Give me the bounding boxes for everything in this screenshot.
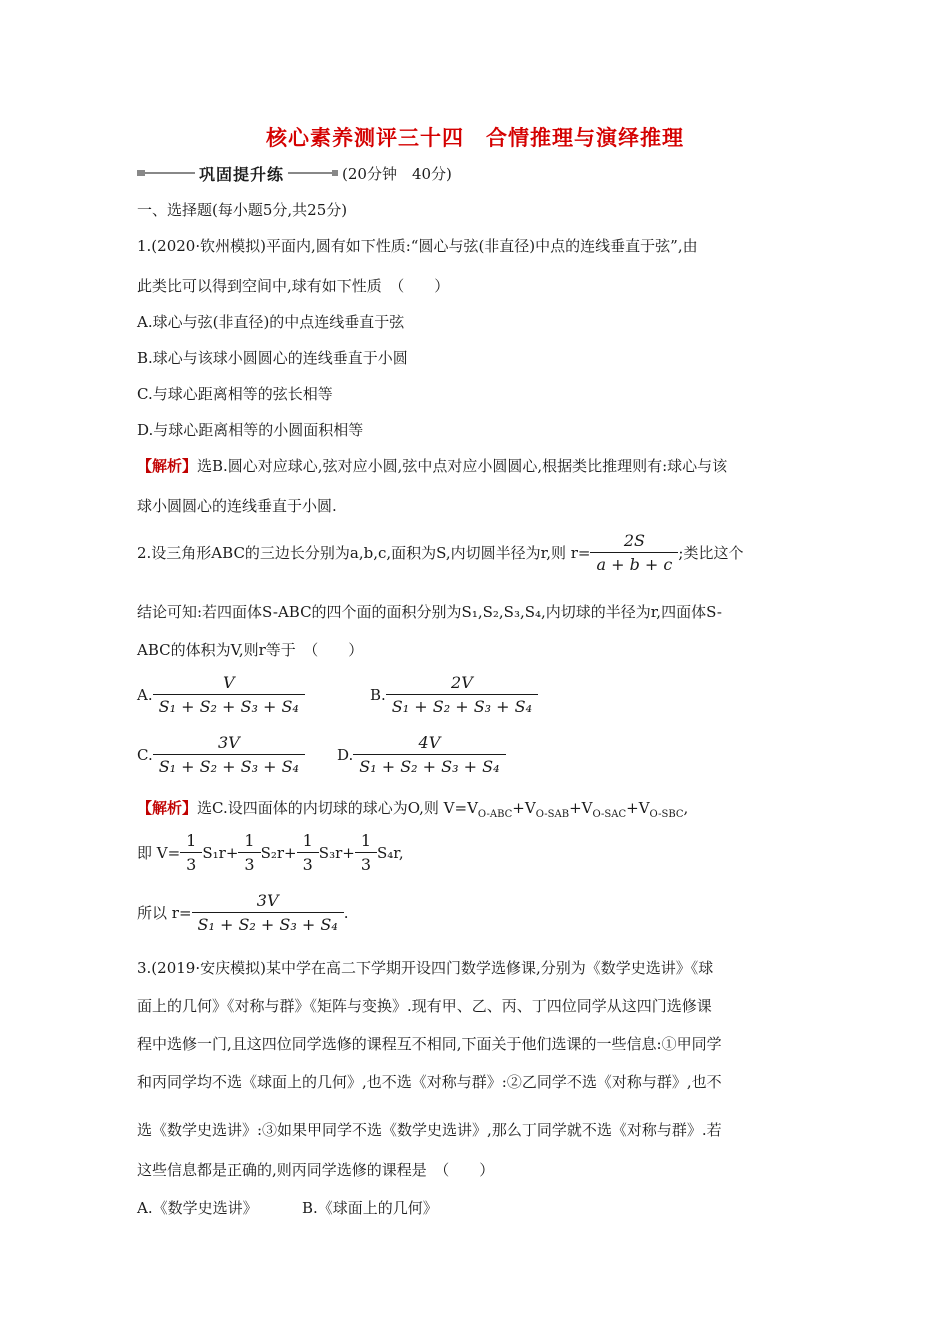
option-fraction (153, 732, 305, 778)
frac-denominator: S₁ + S₂ + S₃ + S₄ (153, 694, 305, 718)
volume-subscript: O-SBC (649, 809, 684, 820)
frac-numerator: 3V (217, 733, 240, 752)
q3-option-a: A.《数学史选讲》 (137, 1199, 258, 1217)
frac-denominator: S₁ + S₂ + S₃ + S₄ (386, 694, 538, 718)
option-fraction (153, 672, 305, 718)
formula-r-fraction (590, 530, 678, 576)
explanation-text: 即 V= (137, 844, 181, 862)
frac-denominator: 3 (238, 852, 260, 876)
q2-line-1 (137, 530, 743, 576)
q2-line-2: 结论可知:若四面体S-ABC的四个面的面积分别为S₁,S₂,S₃,S₄,内切球的半径为r,四面体S- (137, 603, 722, 621)
answer-fraction (192, 890, 344, 936)
q2-option-a (137, 672, 305, 718)
frac-numerator: 4V (418, 733, 441, 752)
frac-numerator: 2V (451, 673, 473, 692)
term-s4: S₄r, (377, 844, 404, 862)
q1-line-2: 此类比可以得到空间中,球有如下性质 （ ） (137, 277, 450, 295)
q1-explanation-1 (137, 456, 727, 476)
frac-numerator: 1 (244, 831, 255, 850)
q3-line-4: 和丙同学均不选《球面上的几何》,也不选《对称与群》:②乙同学不选《对称与群》,也不 (137, 1073, 722, 1091)
q3-line-3: 程中选修一门,且这四位同学选修的课程互不相同,下面关于他们选课的一些信息:①甲同学 (137, 1035, 722, 1053)
frac-denominator: S₁ + S₂ + S₃ + S₄ (353, 754, 505, 778)
one-third-fraction (180, 830, 202, 876)
one-third-fraction (297, 830, 319, 876)
q1-explanation-2: 球小圆圆心的连线垂直于小圆. (137, 497, 337, 515)
term-s3: S₃r+ (318, 844, 355, 862)
one-third-fraction (238, 830, 260, 876)
volume-subscript: O-SAB (535, 809, 570, 820)
volume-subscript: O-SAC (592, 809, 627, 820)
explanation-text: 选C.设四面体的内切球的球心为O,则 V=V (197, 799, 478, 817)
q1-option-b: B.球心与该球小圆圆心的连线垂直于小圆 (137, 349, 408, 367)
part-heading: 一、选择题(每小题5分,共25分) (137, 201, 348, 219)
q1-option-a: A.球心与弦(非直径)的中点连线垂直于弦 (137, 313, 405, 331)
section-label: 巩固提升练 (199, 164, 285, 184)
frac-denominator: 3 (355, 852, 377, 876)
q1-option-c: C.与球心距离相等的弦长相等 (137, 385, 333, 403)
frac-numerator: V (222, 673, 235, 692)
page-title: 核心素养测评三十四 合情推理与演绎推理 (266, 125, 684, 150)
q3-line-6: 这些信息都是正确的,则丙同学选修的课程是 （ ） (137, 1161, 495, 1179)
volume-subscript: O-ABC (477, 809, 513, 820)
q2-explanation-2 (137, 830, 404, 876)
frac-numerator: 1 (360, 831, 372, 850)
option-label: B. (370, 686, 386, 704)
q2-explanation-3 (137, 890, 349, 936)
option-label: C. (137, 746, 153, 764)
q3-line-5: 选《数学史选讲》:③如果甲同学不选《数学史选讲》,那么丁同学就不选《对称与群》.若 (137, 1121, 722, 1139)
frac-denominator: 3 (297, 852, 319, 876)
frac-denominator: S₁ + S₂ + S₃ + S₄ (153, 754, 305, 778)
q2-line-1-post: ;类比这个 (678, 544, 744, 562)
explanation-label: 【解析】 (137, 799, 198, 817)
explanation-text: 所以 r= (137, 904, 192, 922)
frac-numerator: 3V (256, 891, 279, 910)
q2-explanation-1: 【解析】选C.设四面体的内切球的球心为O,则 $V=V_{O-ABC}+V_{O-SAB}+V_{O-SAC}+V_{O-SBC}$, (137, 799, 689, 820)
section-meta: (20分钟 40分) (342, 164, 452, 183)
option-fraction (386, 672, 538, 718)
frac-denominator: a + b + c (590, 552, 678, 576)
section-header (137, 160, 452, 186)
explanation-label: 【解析】 (137, 457, 198, 475)
option-fraction (353, 732, 505, 778)
q2-option-b (370, 672, 538, 718)
q2-option-d (337, 732, 506, 778)
q2-line-3: ABC的体积为V,则r等于 （ ） (137, 641, 364, 659)
q3-line-2: 面上的几何》《对称与群》《矩阵与变换》.现有甲、乙、丙、丁四位同学从这四门选修课 (137, 997, 712, 1015)
q3-option-b: B.《球面上的几何》 (302, 1199, 438, 1217)
frac-numerator: 1 (186, 831, 197, 850)
frac-denominator: S₁ + S₂ + S₃ + S₄ (192, 912, 344, 936)
section-deco-left (137, 172, 195, 174)
term-s1: S₁r+ (202, 844, 239, 862)
q2-line-1-pre: 2.设三角形ABC的三边长分别为a,b,c,面积为S,内切圆半径为r,则 r= (137, 544, 591, 562)
period: . (343, 904, 349, 922)
option-label: A. (137, 686, 153, 704)
q2-option-c (137, 732, 305, 778)
q1-line-1: 1.(2020·钦州模拟)平面内,圆有如下性质:“圆心与弦(非直径)中点的连线垂直于弦”,由 (137, 237, 698, 255)
q3-line-1: 3.(2019·安庆模拟)某中学在高二下学期开设四门数学选修课,分别为《数学史选讲》《球 (137, 959, 714, 977)
term-s2: S₂r+ (260, 844, 297, 862)
frac-numerator: 2S (623, 531, 645, 550)
one-third-fraction (355, 830, 377, 876)
q1-option-d: D.与球心距离相等的小圆面积相等 (137, 421, 364, 439)
frac-denominator: 3 (180, 852, 202, 876)
frac-numerator: 1 (302, 831, 313, 850)
option-label: D. (337, 746, 354, 764)
section-deco-right (288, 172, 338, 174)
explanation-text: 选B.圆心对应球心,弦对应小圆,弦中点对应小圆圆心,根据类比推理则有:球心与该 (197, 457, 728, 475)
